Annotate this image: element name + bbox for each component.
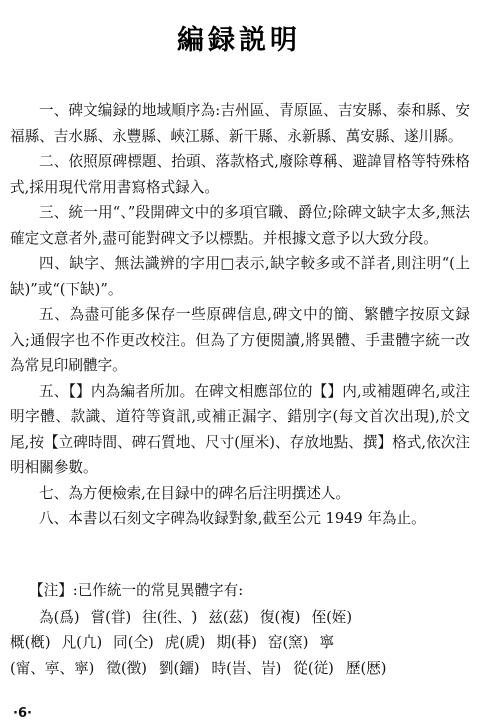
variant-item: 寧 (319, 634, 335, 652)
paragraph-7: 七、為方便檢索,在目録中的碑名后注明撰述人。 (39, 484, 351, 502)
variant-item: 時(旹、峕) (211, 659, 282, 677)
page-number: ·6· (13, 706, 32, 721)
variant-item: 劉(鐂) (158, 659, 200, 677)
variant-item: 凡(凣) (61, 634, 103, 652)
paragraph-3: 三、統一用“、”段開碑文中的多項官職、爵位;除碑文缺字太多,無法確定文意者外,盡可能對碑文予以標點。并根據文意予以大致分段。 (10, 204, 470, 247)
variant-row-1 (10, 605, 472, 631)
variant-item: 徵(徴) (106, 659, 147, 677)
variant-item: 嘗(甞) (90, 608, 132, 626)
paragraph-8: 八、本書以石刻文字碑為收録對象,截至公元 1949 年為止。 (39, 510, 426, 527)
variant-item: 從(従) (293, 659, 334, 677)
variant-item: 侄(姪) (311, 608, 353, 626)
variant-item: 窑(窯) (267, 634, 309, 652)
variant-item: 期(朞) (216, 634, 257, 652)
page-title: 編録説明 (177, 25, 301, 56)
paragraph-4: 四、缺字、無法識辨的字用□表示,缺字較多或不詳者,則注明“(上缺)”或“(下缺)”。 (10, 255, 470, 298)
variant-item: 同(仝) (113, 634, 154, 652)
variant-row-2 (10, 630, 472, 656)
paragraph-6: 五、【】内為編者所加。在碑文相應部位的【】内,或補題碑名,或注明字體、款識、道符等資訊,或補正漏字、錯別字(每文首次出現),於文尾,按【立碑時間、碑石質地、尺寸(厘米)、存放地點、撰】格式,依次注明相關參數。 (10, 382, 470, 476)
explanation-body (10, 98, 470, 532)
variant-item: 往(徃、࣠) (142, 608, 198, 626)
variant-item: 歷(厯) (345, 659, 387, 677)
variant-item: 復(複) (259, 608, 301, 626)
variant-item: 概(槪) (10, 634, 51, 652)
paragraph-5: 五、為盡可能多保存一些原碑信息,碑文中的簡、繁體字按原文録入;通假字也不作更改校注。但為了方便閲讀,將異體、手畫體字統一改為常見印刷體字。 (10, 306, 470, 374)
paragraph-1: 一、碑文编録的地域順序為:吉州區、青原區、吉安縣、泰和縣、安福縣、吉水縣、永豐縣、峽江縣、新干縣、永新縣、萬安縣、遂川縣。 (10, 102, 470, 145)
variant-item: 為(爲) (39, 608, 80, 626)
variant-item: 兹(茲) (208, 608, 249, 626)
paragraph-2: 二、依照原碑標題、抬頭、落款格式,廢除尊稱、避諱冒格等特殊格式,採用現代常用書寫格式録入。 (10, 153, 470, 196)
variant-row-3 (10, 656, 472, 682)
note-label: 【注】:已作統一的常見異體字有: (29, 582, 244, 599)
variant-characters-note (10, 578, 472, 681)
variant-item: (甯、寕、寜) (10, 659, 95, 677)
variant-item: 虎(虒) (164, 634, 206, 652)
